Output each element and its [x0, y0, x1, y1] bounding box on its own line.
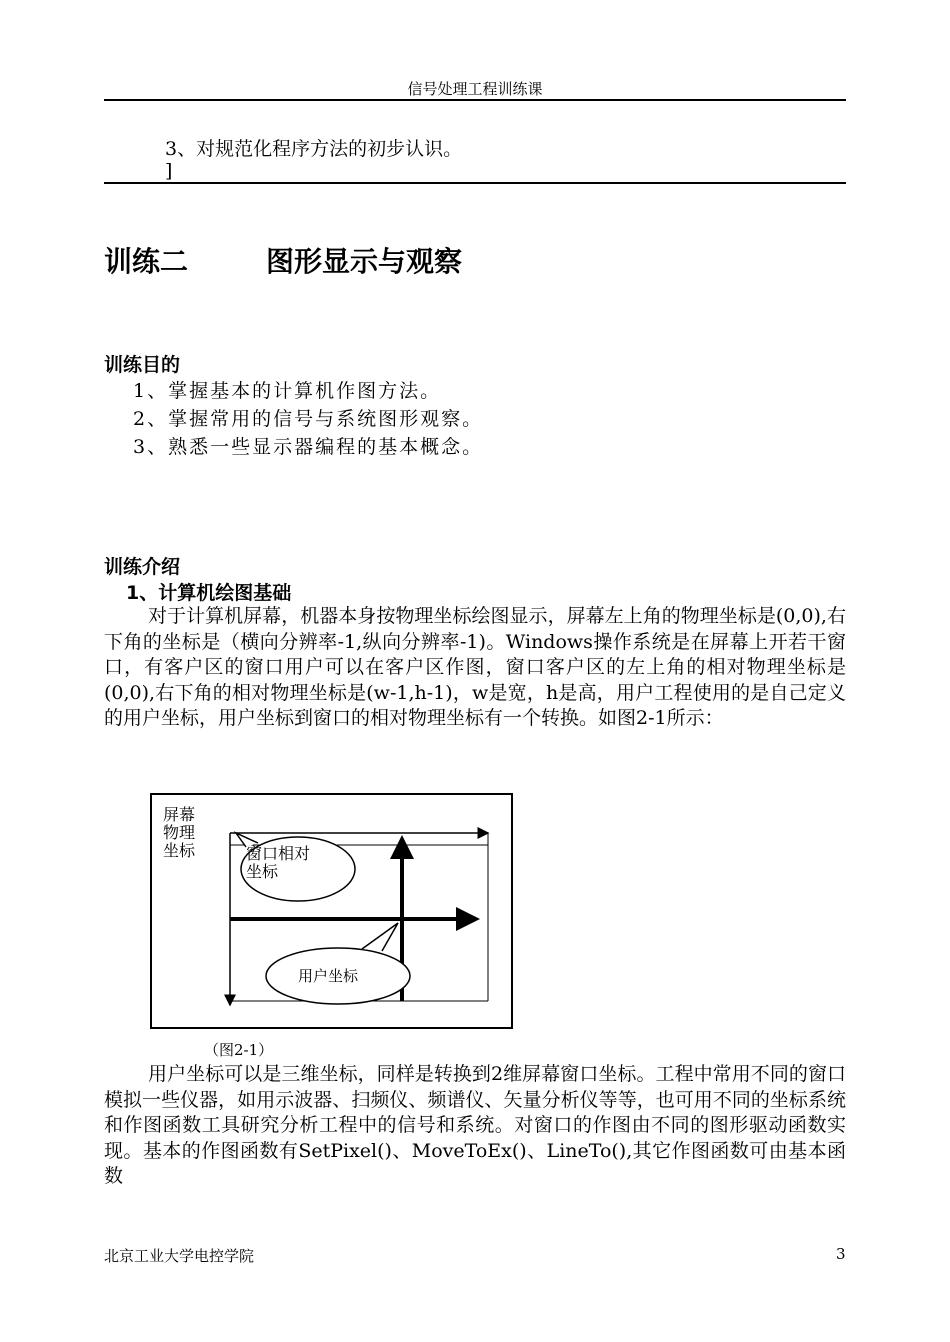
purpose-item: 2、掌握常用的信号与系统图形观察。 [133, 408, 484, 430]
header-rule [104, 99, 846, 101]
intro-paragraph-2-text: 用户坐标可以是三维坐标，同样是转换到2维屏幕窗口坐标。工程中常用不同的窗口模拟一些仪器，如用示波器、扫频仪、频谱仪、矢量分析仪等等，也可用不同的坐标系统和作图函数工具研究分析工程中的信号和系统。对窗口的作图由不同的图形驱动函数实现。基本的作图函数有SetPixel()、MoveToEx()、LineTo(),其它作图函数可由基本函数 [104, 1063, 846, 1187]
intro-paragraph-2 [104, 1062, 846, 1192]
purpose-heading: 训练目的 [104, 354, 181, 376]
figure-label-screen-2: 物理 [163, 823, 196, 842]
figure-label-window-1: 窗口相对 [246, 844, 311, 863]
intro-heading: 训练介绍 [104, 556, 181, 578]
purpose-item: 3、熟悉一些显示器编程的基本概念。 [133, 436, 484, 458]
chapter-number: 训练二 [104, 245, 189, 278]
footer-institution: 北京工业大学电控学院 [104, 1247, 255, 1265]
section-rule [104, 182, 846, 184]
footer-page-number: 3 [836, 1245, 846, 1263]
figure-label-screen-1: 屏幕 [163, 805, 196, 824]
figure-label-user: 用户坐标 [298, 967, 359, 985]
intro-paragraph-1-text: 对于计算机屏幕，机器本身按物理坐标绘图显示，屏幕左上角的物理坐标是(0,0),右下角的坐标是（横向分辨率-1,纵向分辨率-1)。Windows操作系统是在屏幕上开若干窗口，有客户区的窗口用户可以在客户区作图，窗口客户区的左上角的相对物理坐标是(0,0),右下角的相对物理坐标是(w-1,h-1)，w是宽，h是高，用户工程使用的是自己定义的用户坐标，用户坐标到窗口的相对物理坐标有一个转换。如图2-1所示： [104, 605, 846, 729]
page-header-title: 信号处理工程训练课 [407, 80, 543, 98]
prev-section-line: 3、对规范化程序方法的初步认识。 [165, 138, 463, 160]
figure-caption: （图2-1） [204, 1041, 274, 1059]
coordinate-figure [150, 793, 514, 1030]
figure-label-screen-3: 坐标 [163, 841, 196, 860]
chapter-title: 图形显示与观察 [266, 245, 463, 278]
intro-paragraph-1 [104, 604, 846, 788]
figure-label-window-2: 坐标 [246, 862, 279, 881]
prev-section-bracket: ] [165, 160, 173, 182]
intro-subheading: 1、计算机绘图基础 [126, 582, 292, 604]
purpose-item: 1、掌握基本的计算机作图方法。 [133, 380, 442, 402]
